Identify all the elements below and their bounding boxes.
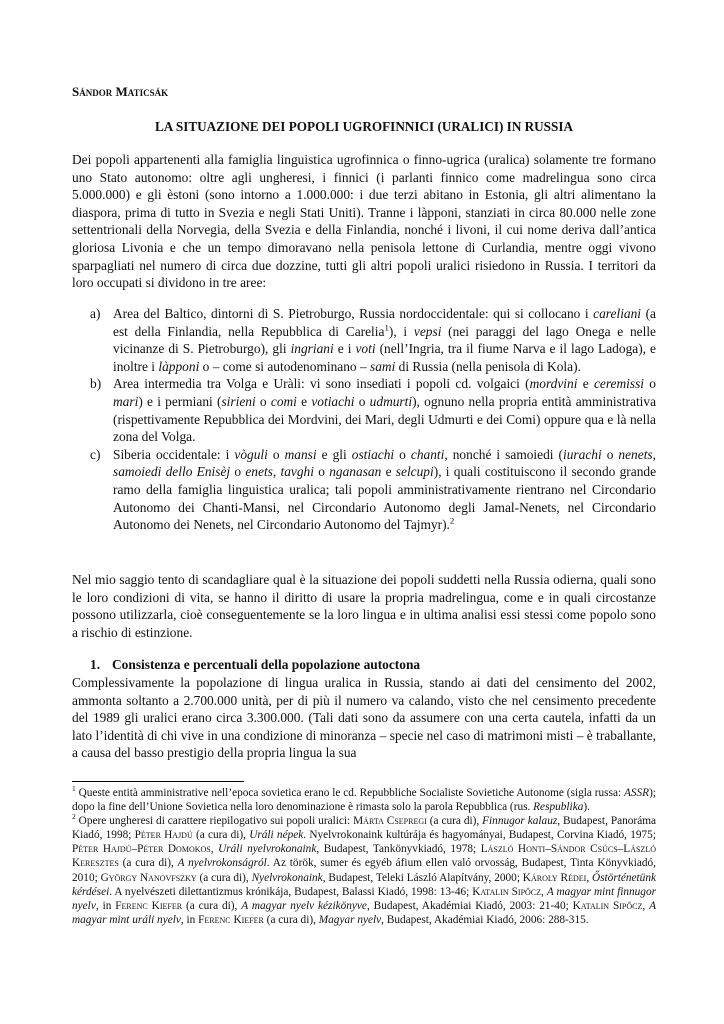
- section-heading: [90, 657, 420, 673]
- text: ,: [652, 446, 656, 462]
- text: o: [601, 446, 619, 462]
- footnote-ref[interactable]: 1: [384, 322, 389, 333]
- text: . Nyelvrokonaink kultúrája és hagyományai, Budapest, Corvina Kiadó, 1975;: [303, 829, 656, 842]
- text: ); dopo la fine dell’Unione Sovietica nella loro denominazione è rimasta solo la parola Repubblica (rus.: [72, 787, 656, 814]
- text: ,: [586, 871, 592, 884]
- section-number: 1.: [90, 657, 101, 672]
- people-name: iurachi: [563, 446, 602, 462]
- list-label: a): [90, 306, 101, 321]
- text: e: [577, 376, 594, 392]
- text: ) e i permiani (: [138, 393, 222, 409]
- text: (a cura di),: [182, 899, 242, 912]
- footnote-1: [72, 786, 656, 814]
- book-title: Finnugor kalauz: [482, 815, 558, 828]
- people-name: mari: [113, 393, 139, 409]
- text: o: [255, 393, 271, 409]
- text: (a cura di),: [118, 857, 178, 870]
- section-title: Consistenza e percentuali della popolazione autoctona: [112, 657, 421, 672]
- text: o – come si autodenominano –: [199, 358, 370, 374]
- people-name: làpponi: [158, 358, 200, 374]
- footnote-number: 2: [72, 812, 76, 822]
- article-title: LA SITUAZIONE DEI POPOLI UGROFINNICI (URALICI) IN RUSSIA: [154, 119, 574, 134]
- text: , Budapest, Tankönyvkiadó, 1978;: [316, 843, 481, 856]
- text: ,: [272, 464, 281, 480]
- text: ,: [210, 843, 219, 856]
- text: (a est della Finlandia, nella Repubblica di Carelia: [113, 306, 656, 339]
- author-ref: Károly Rédei: [522, 871, 587, 884]
- list-label: c): [90, 446, 101, 462]
- text: , Budapest, Akadémiai Kiadó, 2006: 288-315.: [381, 913, 589, 926]
- text: (a cura di),: [263, 913, 319, 926]
- author-ref: Péter Hajdú: [134, 829, 193, 842]
- author-ref: Ferenc Kiefer: [115, 899, 183, 912]
- footnote-2: [72, 814, 656, 927]
- text: Opere ungheresi di carattere riepilogativo sui popoli uralici:: [75, 815, 354, 828]
- text: e: [381, 464, 396, 480]
- footnote-number: 1: [72, 784, 76, 794]
- text: Respublika: [533, 801, 584, 814]
- text: ,: [642, 899, 650, 912]
- footnote-ref[interactable]: 2: [449, 515, 455, 526]
- people-name: ingriani: [290, 341, 334, 357]
- people-name: selcupi: [395, 464, 434, 480]
- list-item: [72, 305, 656, 375]
- book-title: A nyelvrokonságról: [177, 857, 267, 870]
- text: (a cura di),: [426, 815, 483, 828]
- text: e gli: [316, 446, 352, 462]
- author-ref: Katalin Sipőcz: [572, 899, 643, 912]
- people-name: enets: [245, 464, 273, 480]
- intro-paragraph: Dei popoli appartenenti alla famiglia linguistica ugrofinnica o finno-ugrica (uralica) solamente tre formano uno Stato autonomo: oltre agli ungheresi, i finnici (i parlanti finnico come madrelingua sono circa 5.000.000) e gli èstoni (sono intorno a 1.000.000: i due terzi abitano in Estonia, gli altri alimentano la diaspora, prima di tutto in Svezia e negli Stati Uniti). Tranne i làpponi, stanziati in circa 80.000 nelle zone settentrionali della Norvegia, della Svezia e della Finlandia, nonché i livoni, il cui nome deriva dall’antica gloriosa Livonia e che un tempo dimoravano nella penisola lettone di Curlandia, mentre oggi vivono sparpagliati nel numero di circa due dozzine, tutti gli altri popoli uralici risiedono in Russia. I territori da loro occupati si dividono in tre aree:: [72, 152, 656, 291]
- aim-paragraph: Nel mio saggio tento di scandagliare qual è la situazione dei popoli suddetti nella Russia odierna, quali sono le loro condizioni di vita, se hanno il diritto di usare la propria madrelingua, come e in quali circostanze possono utilizzarla, cioè conseguentemente se la loro lingua e in ultima analisi essi stessi come popolo sono a rischio di estinzione.: [72, 572, 656, 640]
- text: ), ognuno nella propria entità amministrativa (rispettivamente Repubblica dei Mordvini, dei Mari, degli Udmurti e dei Comi) oppure qua e là nella zona del Volga.: [113, 393, 657, 445]
- text: (nei paraggi del lago Onega e nelle vicinanze di S. Pietroburgo), gli: [113, 323, 656, 357]
- list-item: [72, 375, 656, 445]
- text: (nell’Ingria, tra il fiume Narva e il lago Ladoga), e inoltre i: [113, 341, 656, 374]
- book-title: Őstörténetünk kérdései: [72, 871, 656, 898]
- areas-list: [72, 305, 656, 534]
- author-ref: László Honti–Sándor Csúcs–László Keresztes: [72, 843, 656, 870]
- text: , Budapest, Akadémiai Kiadó, 2003: 21-40;: [366, 899, 573, 912]
- text: . Az török, sumer és egyéb áfium ellen való orvosság, Budapest, Tinta Könyvkiadó, 2010;: [72, 857, 657, 884]
- footnotes: [72, 786, 656, 927]
- text: ), i quali costituiscono il secondo grande ramo della famiglia linguistica uralica; tali popoli amministrativamente rientrano nel Circondario Autonomo dei Chanti-Mansi, nel Circondario Autonomo degli Jamal-Nenets, nel Circondario Autonomo dei Nenets, nel Circondario Autonomo del Tajmyr).: [113, 464, 657, 533]
- people-name: tavghi: [280, 464, 314, 480]
- text: di Russia (nella penisola di Kola).: [395, 358, 581, 374]
- author-ref: Ferenc Kiefer: [198, 913, 264, 926]
- book-title: A magyar mint uráli nyelv: [72, 899, 656, 926]
- people-name: chanti: [410, 446, 445, 462]
- text: e i: [333, 341, 356, 357]
- text: (a cura di),: [196, 871, 252, 884]
- people-name: votiachi: [311, 393, 355, 409]
- text: o: [644, 376, 657, 392]
- text: Queste entità amministrative nell’epoca sovietica erano le cd. Repubbliche Socialiste Sovietiche Autonome (sigla russa:: [75, 787, 624, 799]
- people-name: sami: [370, 358, 396, 374]
- text: o: [267, 446, 285, 462]
- list-label: b): [90, 376, 102, 392]
- author-ref: Márta Csepregi: [353, 815, 427, 828]
- book-title: Nyelvrokonaink: [251, 871, 323, 884]
- text: e: [296, 393, 312, 409]
- people-name: careliani: [593, 306, 642, 321]
- people-name: vepsi: [413, 323, 442, 339]
- people-name: sirieni: [221, 393, 256, 409]
- text: o: [354, 393, 370, 409]
- people-name: nganasan: [329, 464, 382, 480]
- people-name: vòguli: [234, 446, 268, 462]
- text: , in: [95, 899, 116, 912]
- book-title: Uráli nyelvrokonaink: [218, 843, 317, 856]
- people-name: voti: [355, 341, 376, 357]
- text: . A nyelvészeti dilettantizmus krónikája, Budapest, Balassi Kiadó, 1998: 13-46;: [109, 885, 473, 898]
- text: o: [394, 446, 411, 462]
- text: (a cura di),: [192, 829, 250, 842]
- text: Area del Baltico, dintorni di S. Pietroburgo, Russia nordoccidentale: qui si collocano i: [113, 306, 594, 321]
- author-ref: Katalin Sipőcz: [472, 885, 542, 898]
- author-name: Sándor Maticsák: [72, 84, 169, 99]
- book-title: Uráli népek: [249, 829, 304, 842]
- author-ref: György Nanovfszky: [100, 871, 197, 884]
- people-name: samoiedi dello Enisèj: [113, 464, 231, 480]
- section-paragraph: Complessivamente la popolazione di lingua uralica in Russia, stando ai dati del censimento del 2002, ammonta soltanto a 2.700.000 unità, per di più il numero va calando, visto che nel censimento precedente del 1989 gli uralici erano circa 3.300.000. (Tali dati sono da assumere con una certa cautela, infatti da un lato l’identità di chi vive in una condizione di minoranza – specie nel caso di matrimoni misti – è traballante, a causa del basso prestigio della propria lingua la sua: [72, 675, 656, 761]
- book-title: A magyar nyelv kézikönyve: [241, 899, 367, 912]
- people-name: comi: [270, 393, 297, 409]
- book-title: Magyar nyelv: [318, 913, 382, 926]
- text: Siberia occidentale: i: [113, 446, 235, 462]
- people-name: ceremissi: [593, 376, 645, 392]
- text: , Budapest, Teleki László Alapítvány, 2000;: [322, 871, 523, 884]
- text: ASSR: [623, 787, 650, 799]
- author-ref: Péter Hajdú–Péter Domokos: [72, 843, 211, 856]
- text: ,: [541, 885, 547, 898]
- people-name: udmurti: [369, 393, 413, 409]
- text: Area intermedia tra Volga e Uràli: vi sono insediati i popoli cd. volgaici (: [113, 376, 530, 392]
- book-title: A magyar mint finnugor nyelv: [72, 885, 656, 912]
- text: , nonché i samoiedi (: [444, 446, 563, 462]
- text: , Budapest, Panoráma Kiadó, 1998;: [72, 815, 657, 842]
- people-name: nenets: [618, 446, 653, 462]
- text: o: [313, 464, 330, 480]
- text: o: [230, 464, 246, 480]
- text: ), i: [388, 323, 414, 339]
- footnote-divider: [72, 781, 244, 782]
- text: , in: [180, 913, 199, 926]
- people-name: ostiachi: [351, 446, 395, 462]
- text: ).: [583, 801, 590, 814]
- list-item: [72, 446, 656, 534]
- people-name: mordvini: [529, 376, 578, 392]
- document-page: [72, 0, 656, 1024]
- people-name: mansi: [284, 446, 317, 462]
